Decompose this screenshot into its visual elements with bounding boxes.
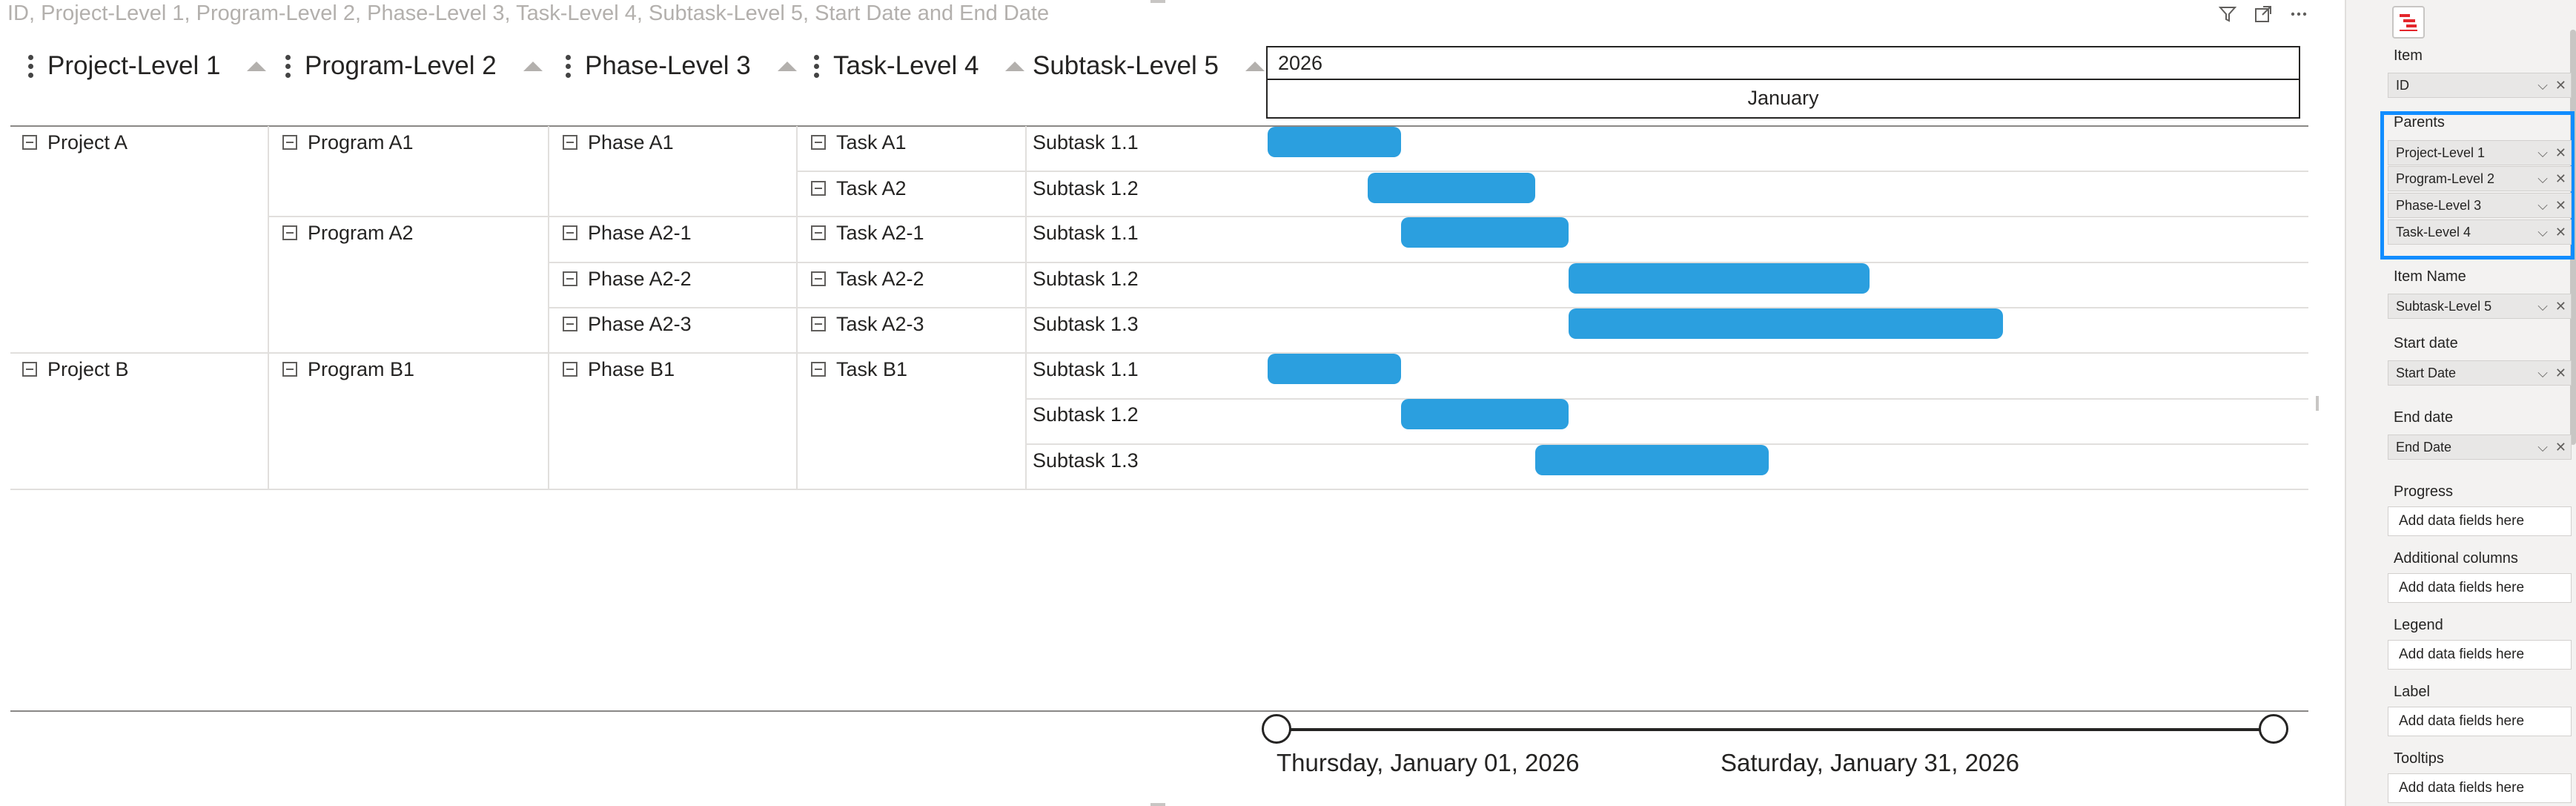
close-icon[interactable]: ✕	[2555, 365, 2566, 380]
task-label: Task A2-2	[836, 267, 924, 290]
drag-handle-icon[interactable]	[285, 55, 291, 78]
column-divider	[268, 126, 269, 489]
column-header-project[interactable]	[28, 43, 266, 89]
legend-section-label: Legend	[2394, 617, 2443, 633]
subtask-label: Subtask 1.2	[1033, 267, 1139, 290]
column-header-label: Program-Level 2	[305, 51, 497, 80]
program-label: Program B1	[308, 357, 415, 380]
column-header-label: Project-Level 1	[47, 51, 221, 80]
column-header-label: Task-Level 4	[833, 51, 979, 80]
collapse-icon[interactable]	[22, 362, 37, 377]
task-label: Task A1	[836, 131, 907, 153]
task-label: Task A2	[836, 176, 907, 199]
label-section-label: Label	[2394, 684, 2430, 700]
row-divider	[796, 171, 2308, 172]
row-divider	[548, 307, 2308, 308]
visual-title: ID, Project-Level 1, Program-Level 2, Phase-Level 3, Task-Level 4, Subtask-Level 5, Start Date and End Date	[7, 1, 1050, 25]
collapse-icon[interactable]	[282, 362, 297, 377]
collapse-icon[interactable]	[563, 362, 577, 377]
close-icon[interactable]: ✕	[2555, 171, 2566, 186]
end-date-field-well[interactable]	[2388, 435, 2572, 460]
resize-handle-right[interactable]	[2316, 396, 2319, 411]
collapse-icon[interactable]	[811, 317, 826, 331]
close-icon[interactable]: ✕	[2555, 224, 2566, 240]
phase-cell[interactable]	[563, 266, 692, 291]
row-divider	[1025, 398, 2308, 400]
close-icon[interactable]: ✕	[2555, 145, 2566, 160]
focus-mode-icon[interactable]	[2252, 3, 2274, 25]
subtask-cell[interactable]	[1033, 176, 1139, 201]
gantt-bar[interactable]	[1401, 399, 1569, 429]
drag-handle-icon[interactable]	[566, 55, 572, 78]
sort-ascending-icon[interactable]	[247, 62, 266, 71]
date-range-start-handle[interactable]	[1262, 714, 1291, 744]
more-options-icon[interactable]	[2288, 3, 2310, 25]
label-drop-zone[interactable]: Add data fields here	[2388, 707, 2572, 736]
parent-field-well[interactable]	[2388, 140, 2572, 165]
phase-label: Phase A2-1	[588, 221, 692, 244]
subtask-label: Subtask 1.1	[1033, 221, 1139, 244]
column-header-label: Subtask-Level 5	[1033, 51, 1219, 80]
phase-cell[interactable]	[563, 311, 692, 337]
subtask-label: Subtask 1.3	[1033, 312, 1139, 335]
program-label: Program A2	[308, 221, 414, 244]
phase-label: Phase B1	[588, 357, 675, 380]
sort-ascending-icon[interactable]	[523, 62, 543, 71]
end-date-section-label: End date	[2394, 409, 2454, 426]
timeline-month-header	[1266, 79, 2300, 119]
end-date-label: Saturday, January 31, 2026	[1721, 749, 2019, 776]
row-divider	[10, 489, 2308, 490]
column-header-task[interactable]	[814, 43, 1024, 89]
row-divider	[548, 262, 2308, 263]
filter-icon[interactable]	[2216, 3, 2239, 25]
close-icon[interactable]: ✕	[2555, 439, 2566, 455]
collapse-icon[interactable]	[811, 181, 826, 196]
parent-field-value: Task-Level 4	[2396, 224, 2471, 240]
item-section-label: Item	[2394, 47, 2423, 64]
collapse-icon[interactable]	[563, 225, 577, 240]
gantt-bar[interactable]	[1268, 127, 1401, 157]
subtask-cell[interactable]	[1033, 266, 1139, 291]
collapse-icon[interactable]	[282, 135, 297, 150]
chevron-down-icon[interactable]: ⌵	[2537, 171, 2548, 186]
start-date-field-value: Start Date	[2396, 365, 2457, 380]
subtask-label: Subtask 1.3	[1033, 449, 1139, 472]
subtask-label: Subtask 1.1	[1033, 357, 1139, 380]
row-divider	[10, 352, 2308, 354]
program-cell[interactable]	[282, 357, 414, 382]
row-divider	[268, 216, 2308, 217]
collapse-icon[interactable]	[22, 135, 37, 150]
program-label: Program A1	[308, 131, 414, 153]
chevron-down-icon[interactable]: ⌵	[2537, 145, 2548, 160]
project-label: Project A	[47, 131, 128, 153]
collapse-icon[interactable]	[811, 135, 826, 150]
additional-columns-section-label: Additional columns	[2394, 550, 2518, 566]
subtask-label: Subtask 1.2	[1033, 176, 1139, 199]
slider-divider	[10, 710, 2308, 712]
drag-handle-icon[interactable]	[814, 55, 820, 78]
subtask-cell[interactable]	[1033, 448, 1139, 473]
chevron-down-icon[interactable]: ⌵	[2537, 365, 2548, 380]
project-cell[interactable]	[22, 130, 128, 155]
close-icon[interactable]: ✕	[2555, 298, 2566, 314]
project-cell[interactable]	[22, 357, 129, 382]
subtask-label: Subtask 1.2	[1033, 403, 1139, 426]
date-range-track[interactable]	[1277, 728, 2274, 731]
item-name-section-label: Item Name	[2394, 268, 2466, 285]
collapse-icon[interactable]	[563, 271, 577, 286]
task-label: Task B1	[836, 357, 908, 380]
task-label: Task A2-3	[836, 312, 924, 335]
item-field-value: ID	[2396, 77, 2409, 93]
header-divider	[10, 125, 2308, 127]
chevron-down-icon[interactable]: ⌵	[2537, 298, 2548, 314]
progress-drop-zone[interactable]: Add data fields here	[2388, 506, 2572, 536]
task-cell[interactable]	[811, 176, 907, 201]
parent-field-well[interactable]	[2388, 193, 2572, 218]
chevron-down-icon[interactable]: ⌵	[2537, 197, 2548, 213]
sort-ascending-icon[interactable]	[778, 62, 797, 71]
collapse-icon[interactable]	[563, 317, 577, 331]
chevron-down-icon[interactable]: ⌵	[2537, 224, 2548, 240]
drag-handle-icon[interactable]	[28, 55, 34, 78]
parent-field-value: Program-Level 2	[2396, 171, 2495, 186]
task-cell[interactable]	[811, 266, 924, 291]
phase-cell[interactable]	[563, 220, 692, 245]
start-date-label: Thursday, January 01, 2026	[1277, 749, 1580, 776]
timeline-year-header	[1266, 46, 2300, 80]
gantt-bar[interactable]	[1535, 445, 1769, 475]
collapse-icon[interactable]	[563, 135, 577, 150]
close-icon[interactable]: ✕	[2555, 197, 2566, 213]
sort-ascending-icon[interactable]	[1245, 62, 1265, 71]
resize-handle-top[interactable]	[1150, 0, 1165, 3]
subtask-cell[interactable]	[1033, 311, 1139, 337]
subtask-cell[interactable]	[1033, 357, 1139, 382]
resize-handle-bottom[interactable]	[1150, 803, 1165, 806]
collapse-icon[interactable]	[282, 225, 297, 240]
parents-section-label: Parents	[2394, 114, 2445, 131]
column-header-subtask[interactable]	[1033, 43, 1265, 89]
program-cell[interactable]	[282, 130, 414, 155]
column-header-label: Phase-Level 3	[585, 51, 751, 80]
item-name-field-value: Subtask-Level 5	[2396, 298, 2492, 314]
end-date-field-value: End Date	[2396, 439, 2452, 455]
tooltips-section-label: Tooltips	[2394, 750, 2444, 767]
chevron-down-icon[interactable]: ⌵	[2537, 439, 2548, 455]
start-date-field-well[interactable]	[2388, 360, 2572, 386]
month-label: January	[1747, 86, 1819, 109]
subtask-cell[interactable]	[1033, 402, 1139, 427]
parent-field-well[interactable]	[2388, 219, 2572, 245]
parent-field-well[interactable]	[2388, 166, 2572, 191]
task-label: Task A2-1	[836, 221, 924, 244]
item-name-field-well[interactable]	[2388, 294, 2572, 319]
additional-columns-drop-zone[interactable]: Add data fields here	[2388, 573, 2572, 603]
close-icon[interactable]: ✕	[2555, 77, 2566, 93]
item-field-well[interactable]	[2388, 73, 2572, 98]
date-range-end-handle[interactable]	[2259, 714, 2288, 744]
fields-pane	[2345, 0, 2576, 806]
gantt-bar[interactable]	[1401, 217, 1569, 248]
start-date-section-label: Start date	[2394, 335, 2458, 351]
progress-section-label: Progress	[2394, 483, 2454, 500]
phase-label: Phase A1	[588, 131, 674, 153]
year-label: 2026	[1278, 51, 1323, 74]
program-cell[interactable]	[282, 220, 414, 245]
parent-field-value: Project-Level 1	[2396, 145, 2486, 160]
phase-cell[interactable]	[563, 130, 674, 155]
task-cell[interactable]	[811, 130, 907, 155]
collapse-icon[interactable]	[811, 271, 826, 286]
subtask-cell[interactable]	[1033, 130, 1139, 155]
gantt-bar[interactable]	[1569, 263, 1870, 294]
subtask-cell[interactable]	[1033, 220, 1139, 245]
task-cell[interactable]	[811, 220, 924, 245]
column-header-program[interactable]	[285, 43, 543, 89]
collapse-icon[interactable]	[811, 362, 826, 377]
gantt-bar[interactable]	[1268, 354, 1401, 384]
visual-header-actions	[2216, 3, 2310, 25]
gantt-bar[interactable]	[1368, 173, 1535, 203]
collapse-icon[interactable]	[811, 225, 826, 240]
phase-label: Phase A2-3	[588, 312, 692, 335]
phase-cell[interactable]	[563, 357, 675, 382]
tooltips-drop-zone[interactable]: Add data fields here	[2388, 773, 2572, 803]
project-label: Project B	[47, 357, 129, 380]
gantt-bar[interactable]	[1569, 308, 2003, 339]
chevron-down-icon[interactable]: ⌵	[2537, 77, 2548, 93]
subtask-label: Subtask 1.1	[1033, 131, 1139, 153]
parent-field-value: Phase-Level 3	[2396, 197, 2482, 213]
task-cell[interactable]	[811, 357, 907, 382]
legend-drop-zone[interactable]: Add data fields here	[2388, 640, 2572, 670]
task-cell[interactable]	[811, 311, 924, 337]
gantt-visual-icon[interactable]	[2392, 6, 2425, 39]
phase-label: Phase A2-2	[588, 267, 692, 290]
column-header-phase[interactable]	[566, 43, 797, 89]
sort-ascending-icon[interactable]	[1005, 62, 1024, 71]
